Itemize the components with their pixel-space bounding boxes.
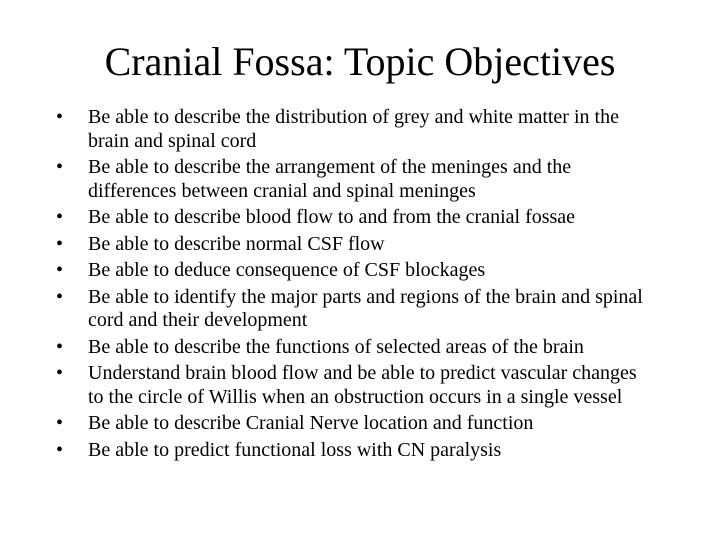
bullet-icon: • — [56, 232, 64, 255]
objective-item — [56, 156, 656, 203]
objective-text: Be able to describe blood flow to and from the cranial fossae — [88, 206, 576, 228]
objective-text: Be able to deduce consequence of CSF blockages — [88, 259, 486, 281]
objectives-list — [56, 106, 656, 465]
objective-text: Be able to predict functional loss with CN paralysis — [88, 438, 502, 461]
bullet-icon: • — [56, 335, 64, 358]
objective-text: Be able to describe the distribution of grey and white matter in the brain and spinal cord — [88, 106, 619, 152]
bullet-icon: • — [56, 259, 64, 281]
objective-item — [56, 336, 656, 360]
objective-item — [56, 412, 656, 436]
objective-text: Be able to describe Cranial Nerve location and function — [88, 412, 534, 434]
objective-item — [56, 206, 656, 230]
bullet-icon: • — [56, 156, 64, 178]
objective-item — [56, 106, 656, 153]
bullet-icon: • — [56, 206, 64, 228]
objective-text: Be able to identify the major parts and regions of the brain and spinal cord and their development — [88, 285, 643, 331]
bullet-icon: • — [56, 412, 64, 434]
objective-item — [56, 233, 656, 257]
objective-text: Be able to describe the functions of selected areas of the brain — [88, 335, 584, 358]
bullet-icon: • — [56, 106, 64, 128]
objective-text: Be able to describe normal CSF flow — [88, 232, 385, 255]
bullet-icon: • — [56, 438, 64, 461]
objective-item — [56, 286, 656, 333]
objective-text: Understand brain blood flow and be able to predict vascular changes to the circle of Willis when an obstruction occurs in a single vessel — [88, 362, 637, 408]
objective-item — [56, 259, 656, 283]
bullet-icon: • — [56, 362, 64, 384]
slide-title: Cranial Fossa: Topic Objectives — [104, 39, 616, 84]
objective-item — [56, 362, 656, 409]
objective-text: Be able to describe the arrangement of the meninges and the differences between cranial and spinal meninges — [88, 156, 572, 202]
objective-item — [56, 439, 656, 463]
bullet-icon: • — [56, 285, 64, 308]
